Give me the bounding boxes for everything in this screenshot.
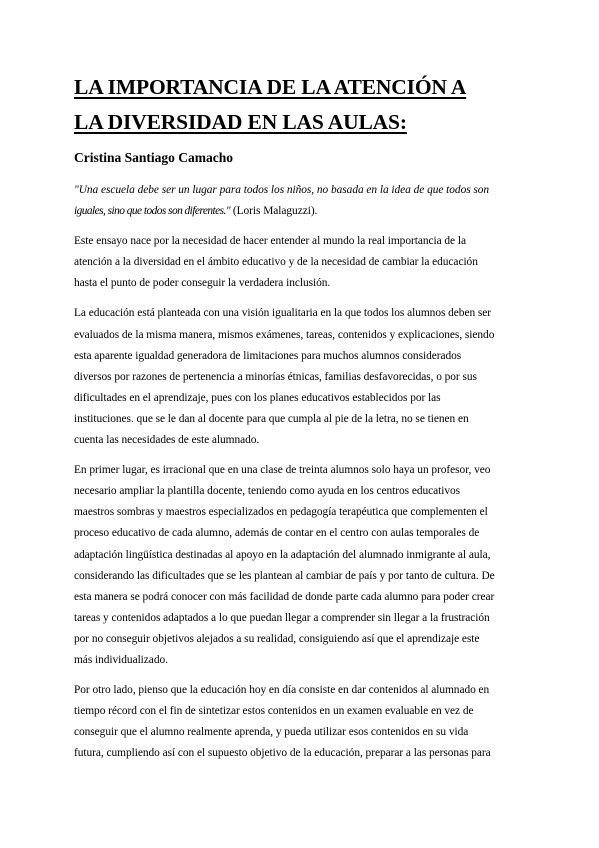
document-page — [74, 70, 526, 773]
body-paragraph — [74, 303, 526, 451]
paragraph-line: hasta el punto de poder conseguir la verdadera inclusión. — [74, 277, 331, 290]
paragraph-line: diversos por razones de pertenencia a minorías étnicas, familias desfavorecidas, o por sus — [74, 370, 477, 383]
paragraph-line: atención a la diversidad en el ámbito educativo y de la necesidad de cambiar la educación — [74, 256, 478, 269]
paragraph-line: cuenta las necesidades de este alumnado. — [74, 434, 260, 447]
body-paragraphs — [74, 231, 526, 764]
paragraph-line: En primer lugar, es irracional que en una clase de treinta alumnos solo haya un profesor, veo — [74, 464, 491, 477]
quote-line-1: "Una escuela debe ser un lugar para todos los niños, no basada en la idea de que todos son — [74, 184, 490, 196]
title-line-1: LA IMPORTANCIA DE LA ATENCIÓN A — [74, 75, 467, 99]
paragraph-line: más individualizado. — [74, 653, 168, 666]
paragraph-line: esta aparente igualdad generadora de limitaciones para muchos alumnos considerados — [74, 349, 462, 362]
paragraph-line: La educación está planteada con una visión igualitaria en la que todos los alumnos deben ser — [74, 307, 492, 320]
paragraph-line: maestros sombras y maestros especializados en pedagogía terapéutica que complementen el — [74, 506, 488, 519]
quote-line-2: iguales, sino que todos son diferentes." — [74, 205, 231, 218]
paragraph-line: instituciones. que se le dan al docente para que cumpla al pie de la letra, no se tienen en — [74, 412, 469, 425]
document-title — [74, 70, 526, 140]
paragraph-line: tiempo récord con el fin de sintetizar estos contenidos en un examen evaluable en vez de — [74, 705, 474, 718]
body-paragraph — [74, 231, 526, 294]
paragraph-line: conseguir que el alumno realmente aprenda, y pueda utilizar esos contenidos en su vida — [74, 726, 469, 739]
paragraph-line: dificultades en el aprendizaje, pues con los planes educativos establecidos por las — [74, 391, 441, 404]
body-paragraph — [74, 680, 526, 764]
paragraph-line: evaluados de la misma manera, mismos exámenes, tareas, contenidos y explicaciones, siendo — [74, 328, 495, 341]
quote-attribution: (Loris Malaguzzi). — [230, 205, 318, 218]
paragraph-line: necesario ampliar la plantilla docente, teniendo como ayuda en los centros educativos — [74, 485, 461, 498]
title-line-2: LA DIVERSIDAD EN LAS AULAS: — [74, 110, 407, 134]
paragraph-line: Este ensayo nace por la necesidad de hacer entender al mundo la real importancia de la — [74, 235, 466, 248]
author-name: Cristina Santiago Camacho — [74, 150, 234, 165]
paragraph-line: Por otro lado, pienso que la educación hoy en día consiste en dar contenidos al alumnado en — [74, 684, 490, 697]
paragraph-line: esta manera se podrá conocer con más facilidad de donde parte cada alumno para poder crear — [74, 590, 495, 603]
body-paragraph — [74, 460, 526, 671]
paragraph-line: por no conseguir objetivos alejados a su realidad, consiguiendo así que el aprendizaje este — [74, 632, 480, 645]
paragraph-line: futura, cumpliendo así con el supuesto objetivo de la educación, preparar a las personas para — [74, 747, 491, 760]
paragraph-line: considerando las dificultades que se les plantean al cambiar de país y por tanto de cultura. De — [74, 569, 495, 582]
paragraph-line: tareas y contenidos adaptados a lo que puedan llegar a comprender sin llegar a la frustración — [74, 611, 490, 624]
paragraph-line: proceso educativo de cada alumno, además de contar en el centro con aulas temporales de — [74, 527, 480, 540]
epigraph-quote — [74, 180, 526, 222]
paragraph-line: adaptación lingüística destinadas al apoyo en la adaptación del alumnado inmigrante al aula, — [74, 548, 491, 561]
